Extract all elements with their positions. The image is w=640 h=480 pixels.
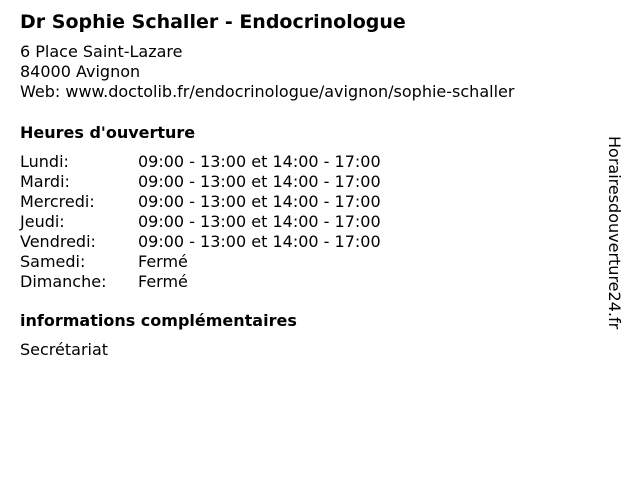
site-watermark: Horairesdouverture24.fr — [605, 136, 624, 330]
hours-day-label: Samedi: — [20, 252, 86, 271]
hours-row-thursday — [20, 212, 600, 232]
business-card — [20, 10, 600, 360]
hours-time-value: Fermé — [138, 272, 188, 291]
hours-heading: Heures d'ouverture — [20, 123, 196, 142]
address-city: 84000 Avignon — [20, 62, 141, 81]
hours-day-label: Mardi: — [20, 172, 70, 191]
hours-time-value: 09:00 - 13:00 et 14:00 - 17:00 — [138, 212, 381, 231]
hours-time-value: 09:00 - 13:00 et 14:00 - 17:00 — [138, 152, 381, 171]
hours-day-label: Lundi: — [20, 152, 69, 171]
hours-time-value: 09:00 - 13:00 et 14:00 - 17:00 — [138, 172, 381, 191]
address-block — [20, 42, 600, 102]
page-title: Dr Sophie Schaller - Endocrinologue — [20, 11, 406, 33]
info-text: Secrétariat — [20, 340, 109, 359]
website-link: Web: www.doctolib.fr/endocrinologue/avignon/sophie-schaller — [20, 82, 515, 101]
hours-day-label: Mercredi: — [20, 192, 95, 211]
hours-day-label: Jeudi: — [20, 212, 65, 231]
hours-day-label: Vendredi: — [20, 232, 96, 251]
info-heading: informations complémentaires — [20, 311, 297, 330]
hours-row-friday — [20, 232, 600, 252]
hours-time-value: Fermé — [138, 252, 188, 271]
hours-row-tuesday — [20, 172, 600, 192]
hours-day-label: Dimanche: — [20, 272, 107, 291]
hours-row-monday — [20, 152, 600, 172]
hours-row-saturday — [20, 252, 600, 272]
hours-time-value: 09:00 - 13:00 et 14:00 - 17:00 — [138, 192, 381, 211]
hours-time-value: 09:00 - 13:00 et 14:00 - 17:00 — [138, 232, 381, 251]
address-street: 6 Place Saint-Lazare — [20, 42, 183, 61]
hours-row-wednesday — [20, 192, 600, 212]
hours-list — [20, 152, 600, 292]
hours-row-sunday — [20, 272, 600, 292]
